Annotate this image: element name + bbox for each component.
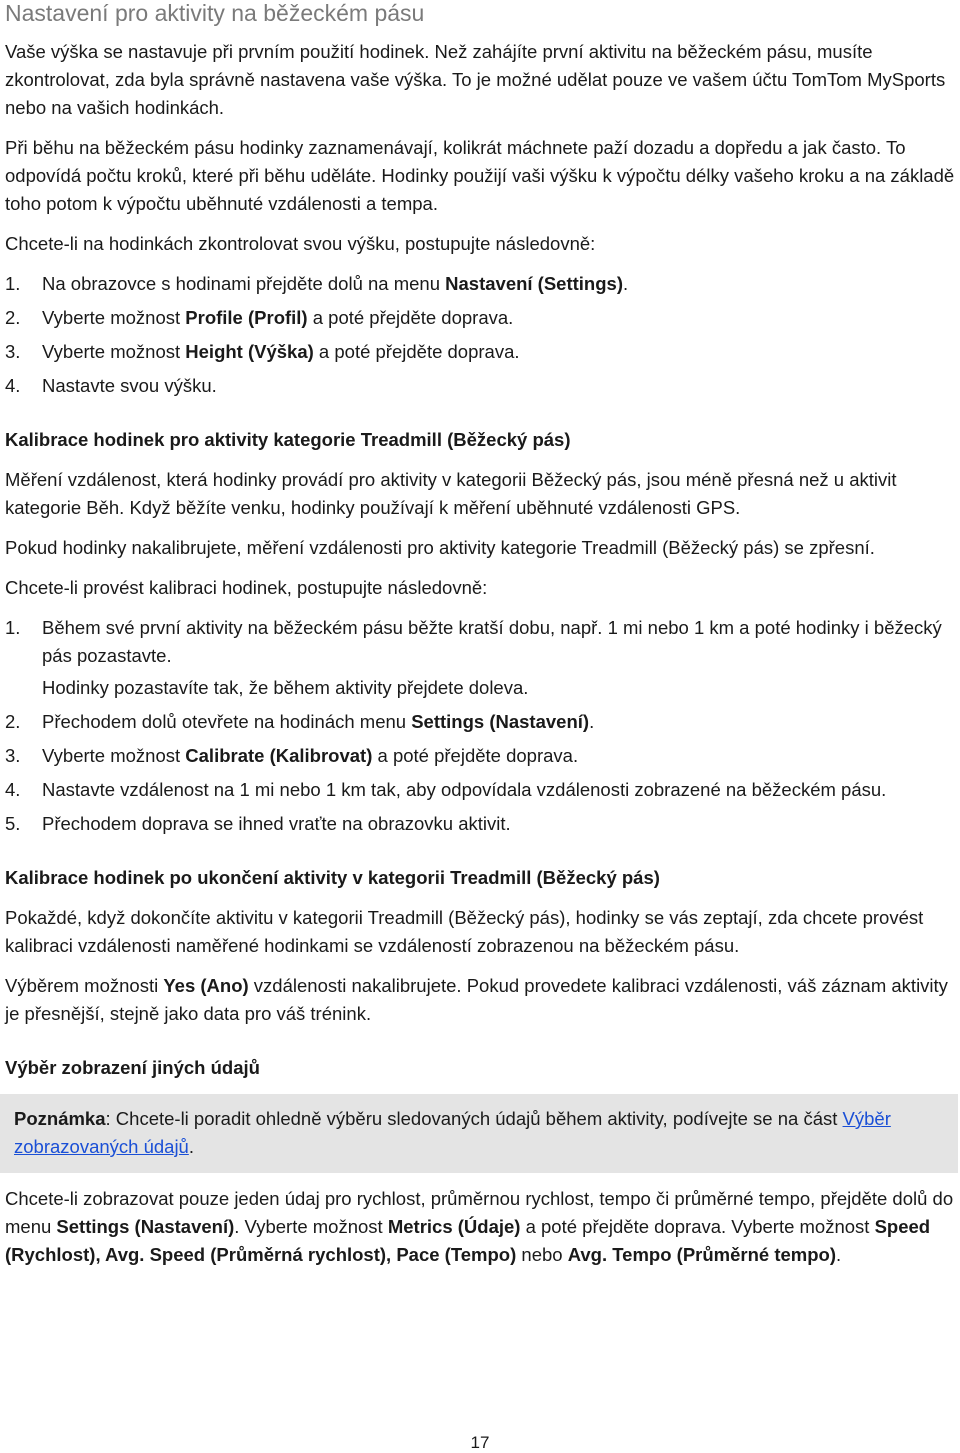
list-item: 4. Nastavte svou výšku.	[5, 375, 217, 396]
note-box: Poznámka: Chcete-li poradit ohledně výběru sledovaných údajů během aktivity, podívejte se na část Výběr zobrazovaných údajů.	[0, 1094, 958, 1173]
list-item: 5. Přechodem doprava se ihned vraťte na obrazovku aktivit.	[5, 813, 511, 834]
stride-paragraph: Při běhu na běžeckém pásu hodinky zaznamenávají, kolikrát máchnete paží dozadu a dopředu a jak často. To odpovídá počtu kroků, které při běhu uděláte. Hodinky použijí vaši výšku k výpočtu délky vašeho kroku a na základě toho potom k výpočtu uběhnuté vzdálenosti a tempa.	[5, 137, 955, 214]
list-item: 4. Nastavte vzdálenost na 1 mi nebo 1 km tak, aby odpovídala vzdálenosti zobrazené na běžeckém pásu.	[5, 779, 887, 800]
calibration-paragraph-3: Chcete-li provést kalibraci hodinek, postupujte následovně:	[5, 577, 488, 598]
check-height-paragraph: Chcete-li na hodinkách zkontrolovat svou výšku, postupujte následovně:	[5, 233, 596, 254]
height-intro-paragraph: Vaše výška se nastavuje při prvním použití hodinek. Než zahájíte první aktivitu na běžeckém pásu, musíte zkontrolovat, zda byla správně nastavena vaše výška. To je možné udělat pouze ve vašem účtu TomTom MySports nebo na vašich hodinkách.	[5, 41, 946, 118]
after-activity-paragraph-1: Pokaždé, když dokončíte aktivitu v kategorii Treadmill (Běžecký pás), hodinky se vás zeptají, zda chcete provést kalibraci vzdálenosti naměřené hodinkami se vzdáleností zobrazenou na běžeckém pásu.	[5, 907, 924, 956]
height-steps-list	[5, 270, 955, 400]
calibration-steps-list-cont	[5, 708, 955, 838]
calibration-heading: Kalibrace hodinek pro aktivity kategorie Treadmill (Běžecký pás)	[5, 429, 571, 450]
list-item: 3. Vyberte možnost Height (Výška) a poté přejděte doprava.	[5, 341, 520, 362]
list-item: 1. Na obrazovce s hodinami přejděte dolů na menu Nastavení (Settings).	[5, 273, 629, 294]
list-item: 2. Přechodem dolů otevřete na hodinách menu Settings (Nastavení).	[5, 711, 595, 732]
page-number: 17	[470, 1433, 490, 1452]
after-activity-paragraph-2: Výběrem možnosti Yes (Ano) vzdálenosti nakalibrujete. Pokud provedete kalibraci vzdálenosti, váš záznam aktivity je přesnější, stejně jako data pro váš trénink.	[5, 975, 948, 1024]
calibration-paragraph-2: Pokud hodinky nakalibrujete, měření vzdálenosti pro aktivity kategorie Treadmill (Běžecký pás) se zpřesní.	[5, 537, 875, 558]
section-title: Nastavení pro aktivity na běžeckém pásu	[5, 0, 425, 26]
note-label: Poznámka	[14, 1108, 106, 1129]
list-item: 1. Během své první aktivity na běžeckém pásu běžte kratší dobu, např. 1 mi nebo 1 km a poté hodinky i běžecký pás pozastavte.	[5, 617, 942, 666]
other-data-paragraph: Chcete-li zobrazovat pouze jeden údaj pro rychlost, průměrnou rychlost, tempo či průměrné tempo, přejděte dolů do menu Settings (Nastavení). Vyberte možnost Metrics (Údaje) a poté přejděte doprava. Vyberte možnost Speed (Rychlost), Avg. Speed (Průměrná rychlost), Pace (Tempo) nebo Avg. Tempo (Průměrné tempo).	[5, 1188, 954, 1265]
after-activity-heading: Kalibrace hodinek po ukončení aktivity v kategorii Treadmill (Běžecký pás)	[5, 867, 660, 888]
calibration-paragraph-1: Měření vzdálenost, která hodinky provádí pro aktivity v kategorii Běžecký pás, jsou méně přesná než u aktivit kategorie Běh. Když běžíte venku, hodinky používají k měření uběhnuté vzdálenosti GPS.	[5, 469, 897, 518]
step-note: Hodinky pozastavíte tak, že během aktivity přejdete doleva.	[42, 677, 529, 698]
list-item: 3. Vyberte možnost Calibrate (Kalibrovat) a poté přejděte doprava.	[5, 745, 579, 766]
calibration-steps-list	[5, 614, 955, 670]
document-page	[5, 0, 955, 1269]
other-data-heading: Výběr zobrazení jiných údajů	[5, 1057, 260, 1078]
metrics-link[interactable]: Výběr zobrazovaných údajů	[14, 1108, 891, 1157]
list-item: 2. Vyberte možnost Profile (Profil) a poté přejděte doprava.	[5, 307, 514, 328]
